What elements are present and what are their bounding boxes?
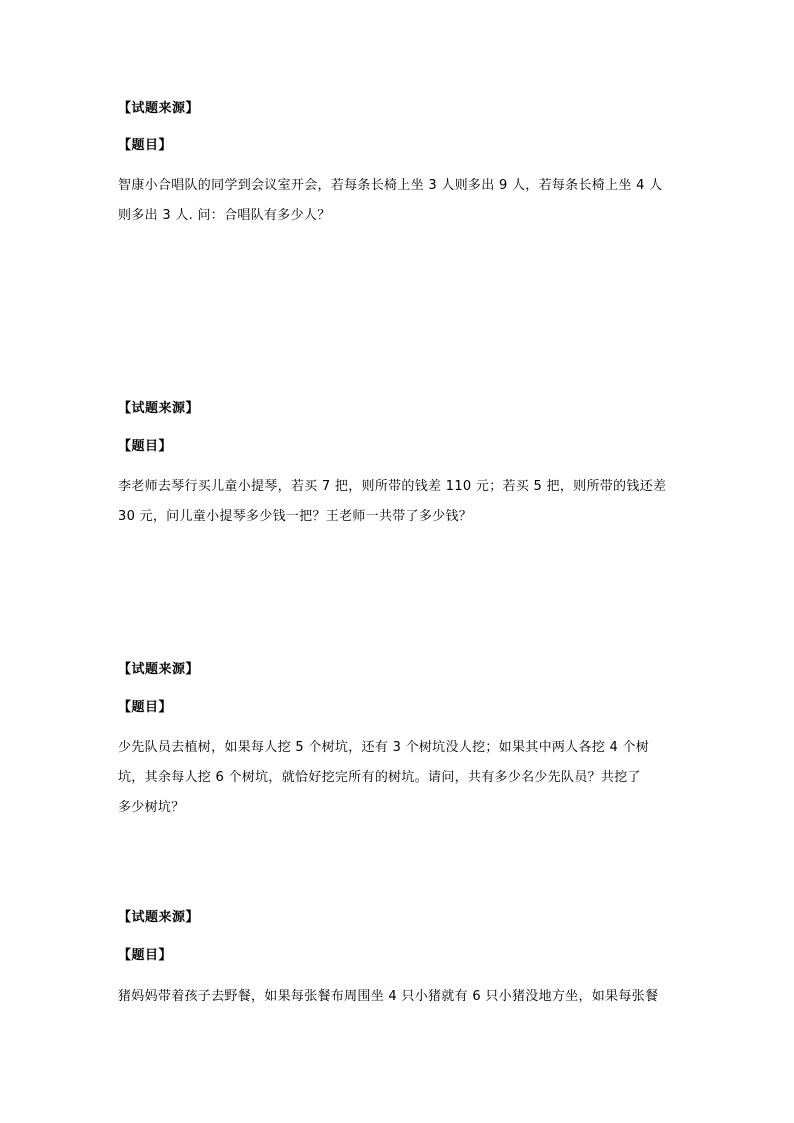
question-text-line: 猪妈妈带着孩子去野餐，如果每张餐布周围坐 4 只小猪就有 6 只小猪没地方坐，如果每张餐 (118, 989, 659, 1004)
question-text-line: 坑，其余每人挖 6 个树坑，就恰好挖完所有的树坑。请问，共有多少名少先队员？共挖了 (118, 770, 641, 785)
question-text-line: 少先队员去植树，如果每人挖 5 个树坑，还有 3 个树坑没人挖；如果其中两人各挖 4 个树 (118, 740, 650, 755)
question-label: 【题目】 (118, 138, 173, 153)
source-label: 【试题来源】 (118, 910, 200, 925)
question-text (118, 733, 678, 823)
source-label: 【试题来源】 (118, 101, 200, 116)
source-label: 【试题来源】 (118, 662, 200, 677)
question-label: 【题目】 (118, 439, 173, 454)
question-text-line: 则多出 3 人. 问：合唱队有多少人？ (118, 208, 331, 223)
question-text (118, 171, 678, 231)
question-label: 【题目】 (118, 948, 173, 963)
question-text-line: 智康小合唱队的同学到会议室开会，若每条长椅上坐 3 人则多出 9 人，若每条长椅上坐 4 人 (118, 178, 663, 193)
question-text (118, 472, 678, 532)
question-text-line: 30 元，问儿童小提琴多少钱一把？王老师一共带了多少钱？ (118, 509, 473, 524)
question-text-line: 李老师去琴行买儿童小提琴，若买 7 把，则所带的钱差 110 元；若买 5 把，则所带的钱还差 (118, 479, 667, 494)
source-label: 【试题来源】 (118, 401, 200, 416)
question-text (118, 982, 678, 1012)
question-label: 【题目】 (118, 700, 173, 715)
question-text-line: 多少树坑？ (118, 800, 185, 815)
